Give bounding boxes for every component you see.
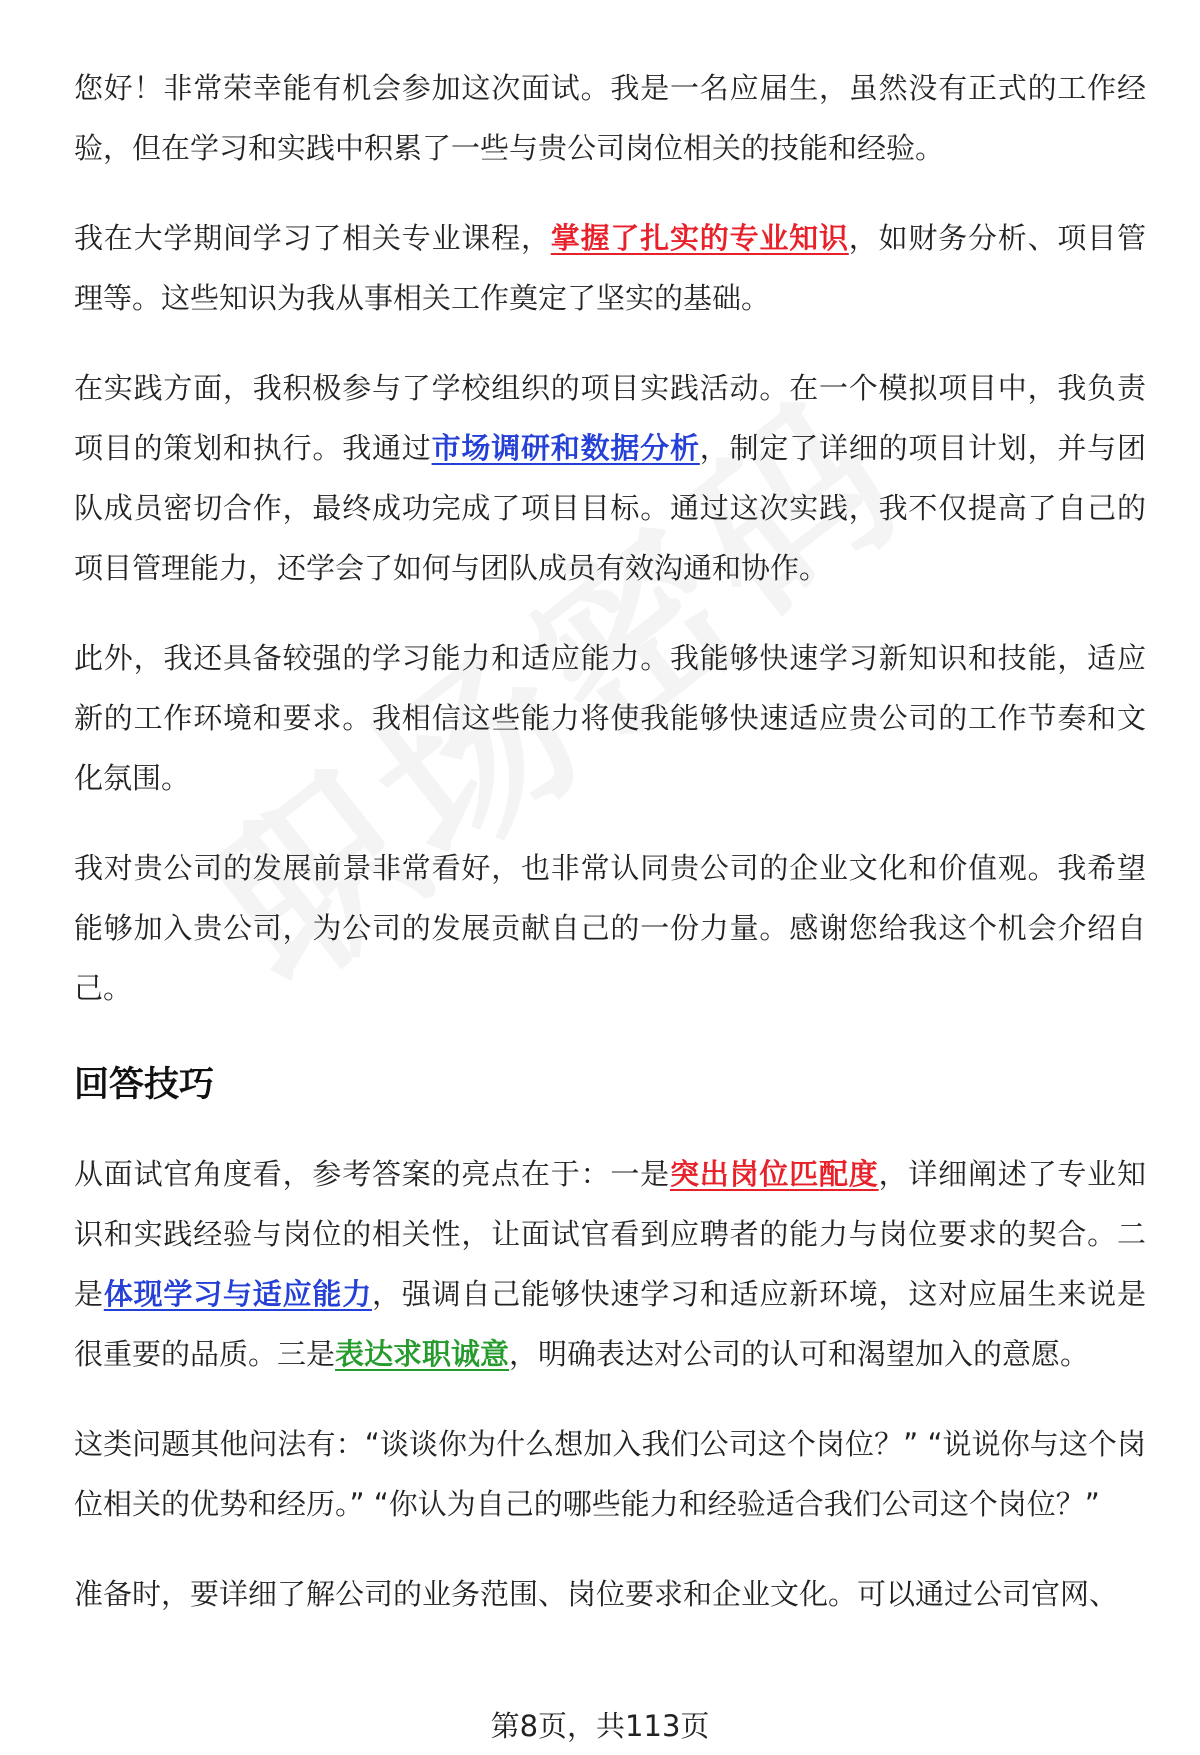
text-run: ，制定了详细的项目计划，并与团队成员密切合作，最终成功完成了项目目标。通过这次实践，我不仅提高了自己的项目管理能力，还学会了如何与团队成员有效沟通和协作。 <box>74 431 1146 585</box>
answer-paragraph-4: 此外，我还具备较强的学习能力和适应能力。我能够快速学习新知识和技能，适应新的工作环境和要求。我相信这些能力将使我能够快速适应贵公司的工作节奏和文化氛围。 <box>74 641 1146 795</box>
text-run: 在实践方面，我积极参与了学校组织的项目实践活动。在一个模拟项目中，我负责项目的策划和执行。我通过 <box>74 371 1146 465</box>
text-run: ，详细阐述了专业知识和实践经验与岗位的相关性，让面试官看到应聘者的能力与岗位要求的契合。二是 <box>74 1157 1146 1311</box>
highlight-professional-knowledge: 掌握了扎实的专业知识 <box>550 221 849 255</box>
page-number: 第8页，共113页 <box>490 1709 710 1743</box>
highlight-job-match: 突出岗位匹配度 <box>669 1157 879 1191</box>
text-run: ，强调自己能够快速学习和适应新环境，这对应届生来说是很重要的品质。三是 <box>74 1277 1146 1371</box>
highlight-learning-ability: 体现学习与适应能力 <box>103 1277 373 1311</box>
highlight-market-research: 市场调研和数据分析 <box>431 431 700 465</box>
answer-paragraph-5: 我对贵公司的发展前景非常看好，也非常认同贵公司的企业文化和价值观。我希望能够加入贵公司，为公司的发展贡献自己的一份力量。感谢您给我这个机会介绍自己。 <box>74 851 1146 1005</box>
answer-paragraph-1: 您好！非常荣幸能有机会参加这次面试。我是一名应届生，虽然没有正式的工作经验，但在学习和实践中积累了一些与贵公司岗位相关的技能和经验。 <box>74 71 1146 165</box>
highlight-sincerity: 表达求职诚意 <box>335 1337 510 1371</box>
document-body <box>74 58 1146 1654</box>
text-run: 从面试官角度看，参考答案的亮点在于：一是 <box>74 1157 670 1191</box>
text-run: 我在大学期间学习了相关专业课程， <box>74 221 551 255</box>
tips-paragraph-2: 这类问题其他问法有：“谈谈你为什么想加入我们公司这个岗位？” “说说你与这个岗位相关的优势和经历。” “你认为自己的哪些能力和经验适合我们公司这个岗位？” <box>74 1427 1146 1521</box>
text-run: ，明确表达对公司的认可和渴望加入的意愿。 <box>509 1337 1090 1371</box>
tips-paragraph-1 <box>74 1144 1146 1384</box>
text-run: ，如财务分析、项目管理等。这些知识为我从事相关工作奠定了坚实的基础。 <box>74 221 1146 315</box>
section-title: 回答技巧 <box>74 1065 215 1105</box>
answer-paragraph-2 <box>74 208 1146 328</box>
answer-paragraph-3 <box>74 358 1146 598</box>
tips-paragraph-3: 准备时，要详细了解公司的业务范围、岗位要求和企业文化。可以通过公司官网、 <box>74 1577 1119 1611</box>
